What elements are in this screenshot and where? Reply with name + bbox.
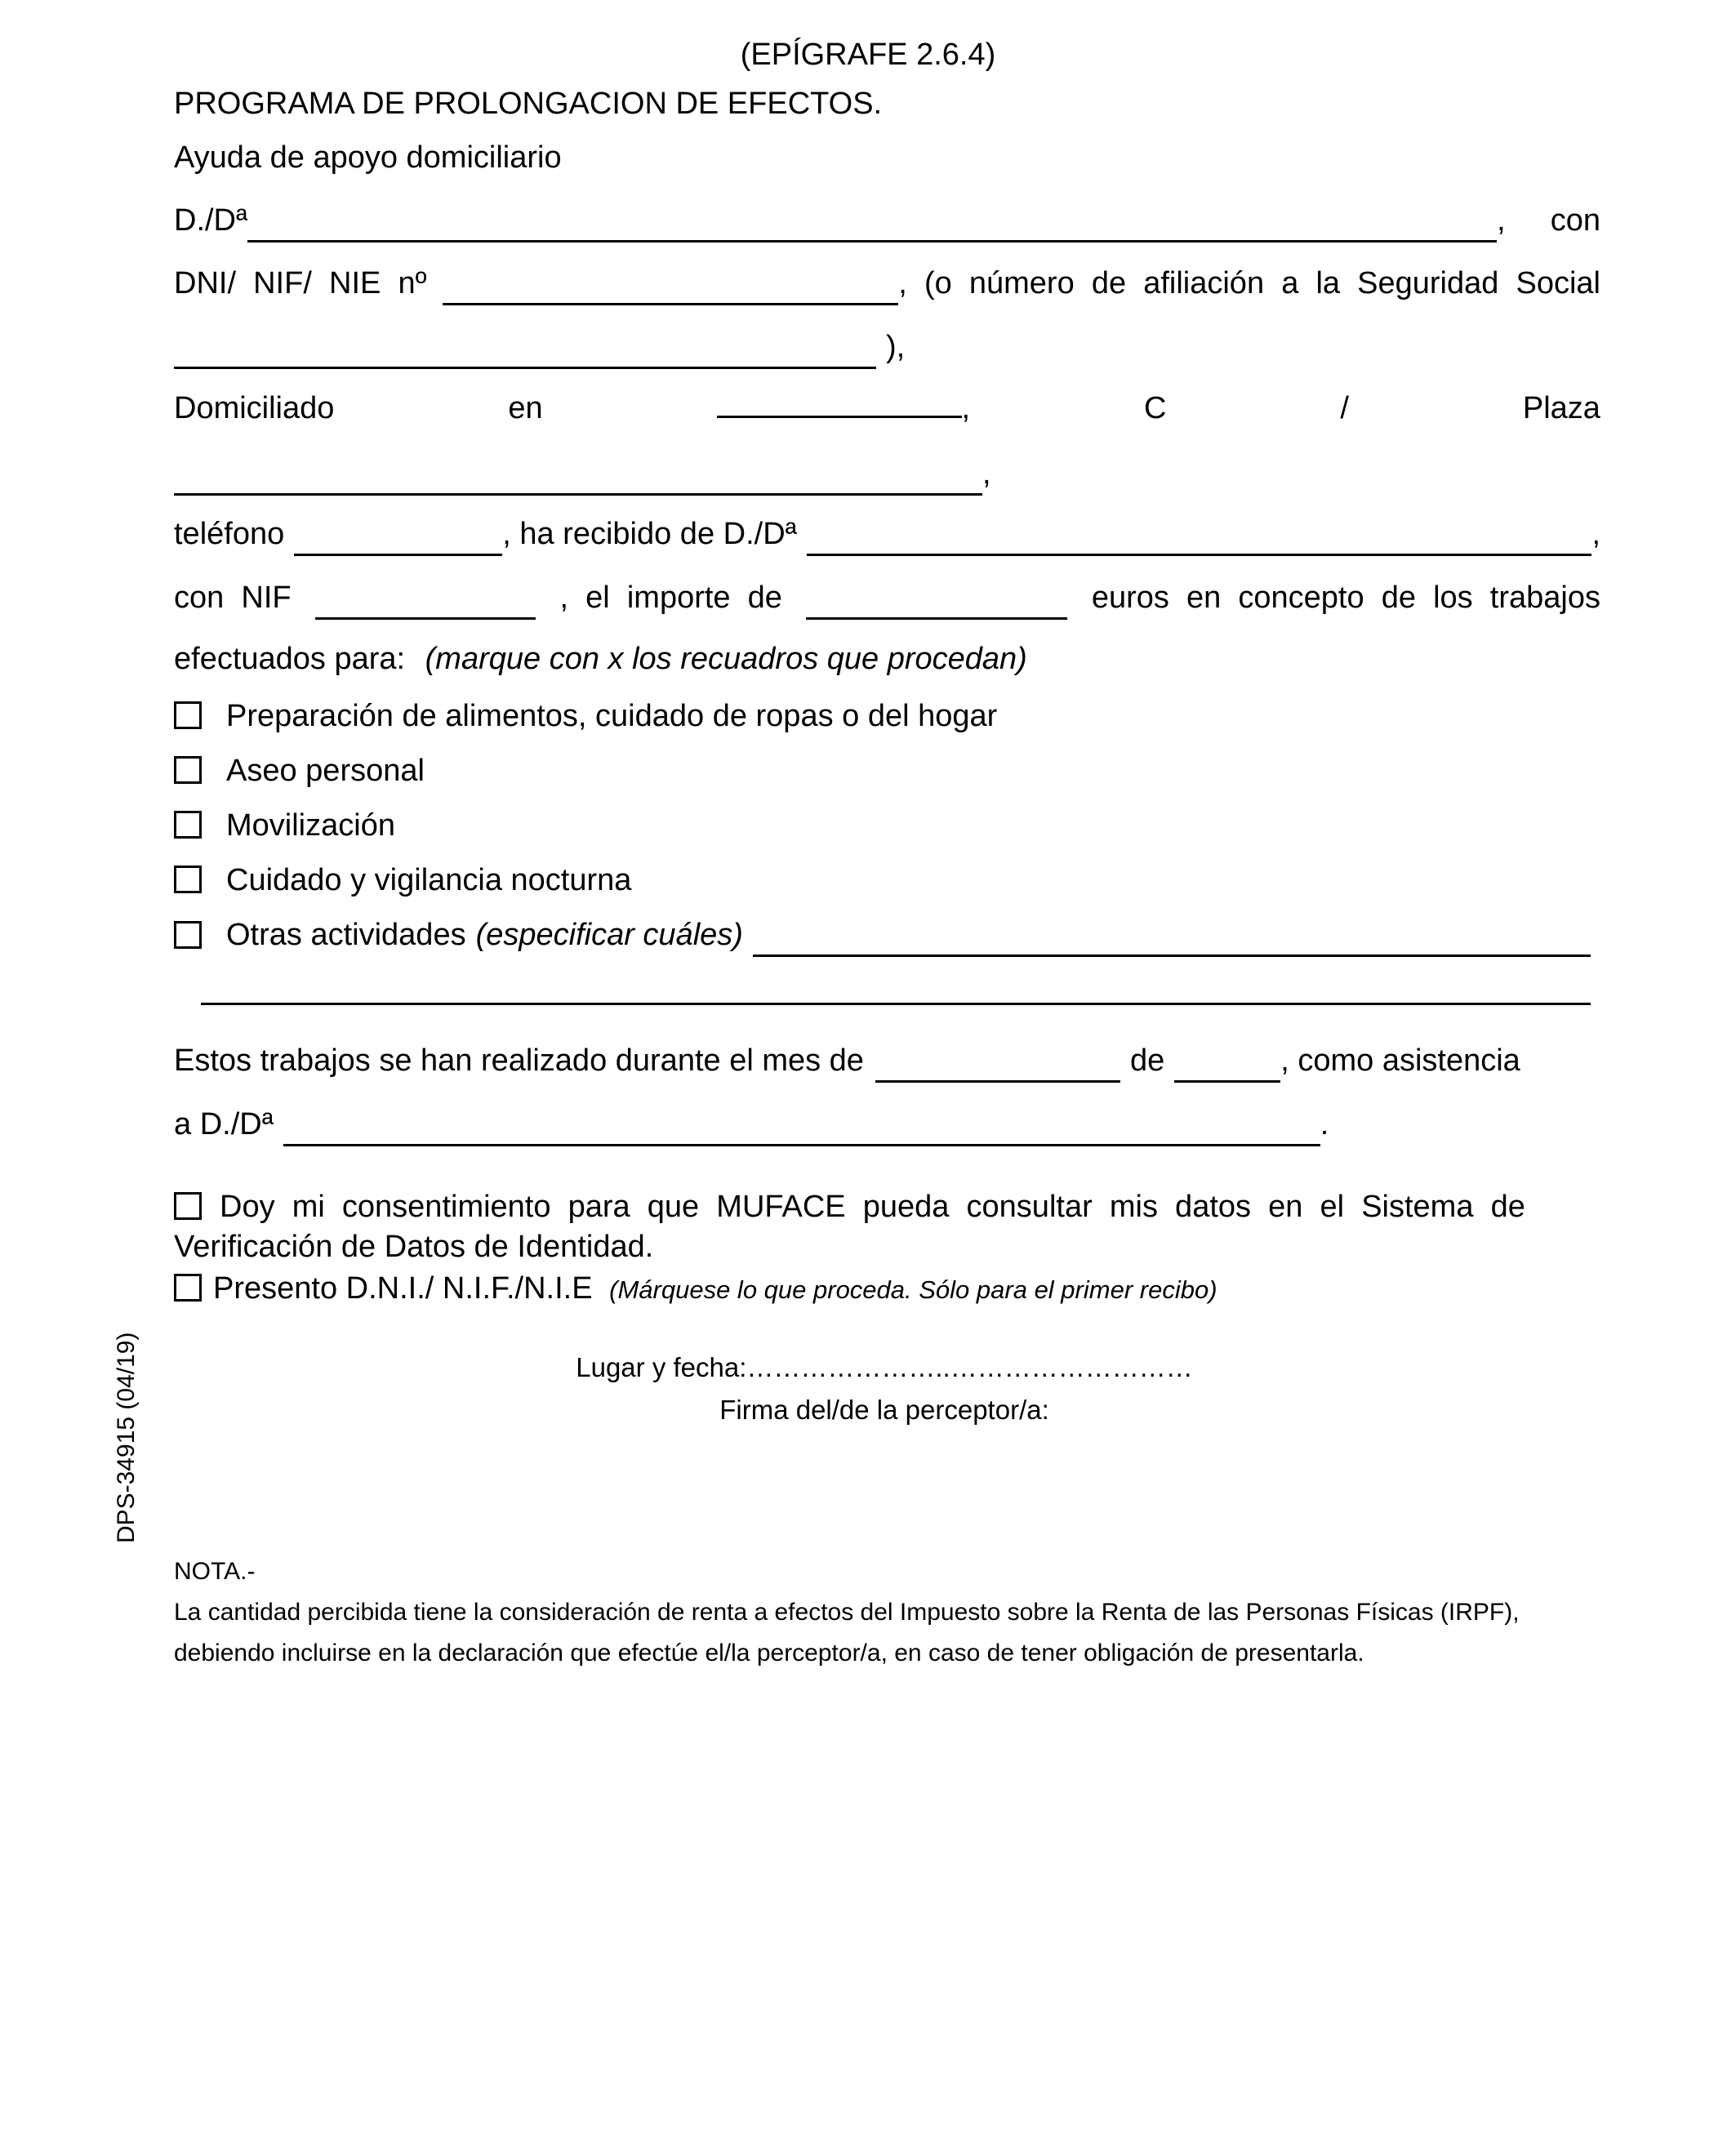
nif-label: con NIF <box>174 581 292 615</box>
dni-row <box>174 261 1600 305</box>
dni-label: DNI/ NIF/ NIE nº <box>174 266 427 300</box>
option-row <box>174 749 1600 793</box>
consent-checkbox[interactable] <box>174 1192 202 1220</box>
option-checkbox-movilizacion[interactable] <box>174 811 202 839</box>
phone-field[interactable] <box>294 521 502 556</box>
option-hint: (especificar cuáles) <box>475 918 743 952</box>
option-label: Movilización <box>226 808 395 843</box>
plaza-text: Plaza <box>1522 391 1600 425</box>
option-checkbox-vigilancia[interactable] <box>174 866 202 893</box>
presento-row <box>174 1266 1600 1311</box>
name-label: D./Dª <box>174 203 248 238</box>
payer-name-field[interactable] <box>807 521 1592 556</box>
importe-label: , el importe de <box>559 581 782 615</box>
beneficiary-field[interactable] <box>283 1111 1320 1146</box>
consent-text: Doy mi consentimiento para que MUFACE pueda consultar mis datos en el Sistema de <box>220 1190 1525 1224</box>
amount-row <box>174 576 1600 620</box>
services-label: efectuados para: <box>174 642 406 676</box>
ss-row <box>174 325 1600 369</box>
street-field[interactable] <box>174 461 982 496</box>
received-from-label: , ha recibido de D./Dª <box>502 517 797 551</box>
program-title: PROGRAMA DE PROLONGACION DE EFECTOS. <box>174 87 883 121</box>
assistance-label: , como asistencia <box>1280 1044 1520 1078</box>
consent-row <box>174 1185 1600 1229</box>
name-row <box>174 198 1600 243</box>
city-group: , <box>717 383 971 430</box>
street-comma: , <box>982 456 991 491</box>
con-text: con <box>1550 203 1600 238</box>
beneficiary-row <box>174 1102 1600 1146</box>
year-field[interactable] <box>1174 1048 1280 1083</box>
name-field[interactable] <box>247 207 1497 243</box>
en-text: en <box>508 391 543 425</box>
other-activities-field[interactable] <box>753 922 1591 957</box>
beneficiary-period: . <box>1320 1107 1329 1141</box>
option-label: Aseo personal <box>226 754 425 788</box>
c-text: C <box>1144 391 1167 425</box>
nif-field[interactable] <box>315 585 536 620</box>
note-line2: debiendo incluirse en la declaración que efectúe el/la perceptor/a, en caso de tener obligación de presentarla. <box>174 1640 1364 1667</box>
option-row <box>174 913 1591 957</box>
period-label: Estos trabajos se han realizado durante el mes de <box>174 1044 864 1078</box>
period-row <box>174 1039 1600 1083</box>
ss-number-field[interactable] <box>174 334 876 369</box>
signature-label: Firma del/de la perceptor/a: <box>719 1395 1049 1425</box>
presento-hint: (Márquese lo que proceda. Sólo para el primer recibo) <box>609 1275 1217 1304</box>
name-comma: , <box>1497 203 1506 238</box>
option-checkbox-otras[interactable] <box>174 921 202 949</box>
euros-label: euros en concepto de los trabajos <box>1091 581 1600 615</box>
note-title: NOTA.- <box>174 1558 256 1585</box>
phone-label: teléfono <box>174 517 285 551</box>
option-label: Cuidado y vigilancia nocturna <box>226 863 632 897</box>
beneficiary-label: a D./Dª <box>174 1107 274 1141</box>
option-checkbox-alimentos[interactable] <box>174 701 202 729</box>
consent-text-line2: Verificación de Datos de Identidad. <box>174 1230 654 1264</box>
option-checkbox-aseo[interactable] <box>174 756 202 784</box>
aid-type: Ayuda de apoyo domiciliario <box>174 140 562 175</box>
option-label: Otras actividades <box>226 918 466 952</box>
city-field[interactable] <box>717 383 962 418</box>
month-field[interactable] <box>875 1048 1120 1083</box>
option-row <box>174 803 1600 848</box>
slash-text: / <box>1340 391 1349 425</box>
payer-comma: , <box>1591 517 1600 551</box>
dni-field[interactable] <box>443 270 898 305</box>
dni-tail-text: , (o número de afiliación a la Seguridad Social <box>898 266 1600 300</box>
presento-checkbox[interactable] <box>174 1274 202 1302</box>
presento-text: Presento D.N.I./ N.I.F./N.I.E <box>213 1271 593 1306</box>
domicile-row <box>174 386 1600 430</box>
other-activities-field-line2[interactable] <box>201 1003 1591 1005</box>
ss-close: ), <box>886 330 906 364</box>
street-row <box>174 452 1600 496</box>
services-hint: (marque con x los recuadros que procedan) <box>425 642 1027 676</box>
de-label: de <box>1129 1044 1165 1078</box>
amount-field[interactable] <box>806 585 1067 620</box>
note-line1: La cantidad percibida tiene la consideración de renta a efectos del Impuesto sobre la Renta de las Personas Físicas (IRPF), <box>174 1599 1520 1626</box>
option-row <box>174 858 1600 902</box>
phone-row <box>174 512 1600 556</box>
place-date-line: Lugar y fecha:…………………..……………………… <box>576 1352 1193 1382</box>
option-label: Preparación de alimentos, cuidado de ropas o del hogar <box>226 699 998 733</box>
services-intro <box>174 637 1600 681</box>
form-code: DPS-34915 (04/19) <box>113 1332 140 1543</box>
option-row <box>174 694 1600 738</box>
domiciliado-text: Domiciliado <box>174 391 335 425</box>
epigrafe-heading: (EPÍGRAFE 2.6.4) <box>740 38 996 72</box>
